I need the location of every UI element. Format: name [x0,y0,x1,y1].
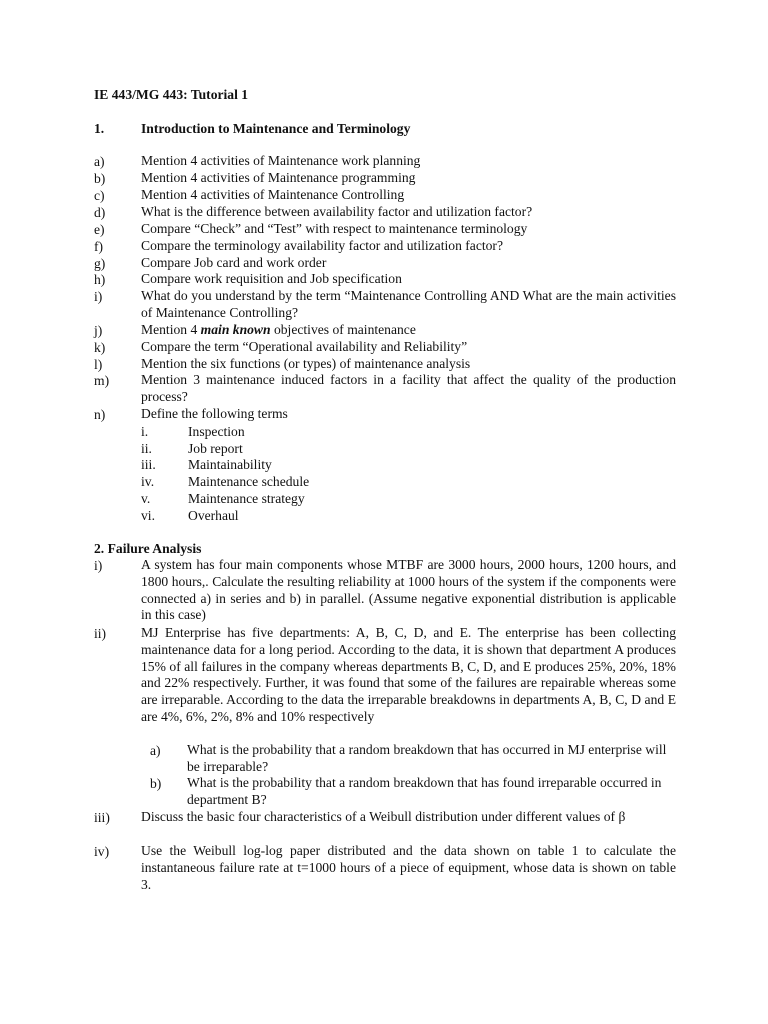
item-label: b) [94,171,106,186]
item-text: What is the difference between availability factor and utilization factor? [141,204,533,219]
item-label: iii) [94,810,110,825]
item-label: l) [94,357,103,372]
item-text: Define the following terms [141,406,288,421]
emphasis-text: main known [200,322,271,337]
item-text: Mention 4 activities of Maintenance work planning [141,153,421,168]
item-text-end: objectives of maintenance [270,322,416,337]
item-label: c) [94,188,105,203]
item-label: a) [94,154,105,169]
term-text: Job report [188,441,243,456]
item-text: MJ Enterprise has five departments: A, B, C, D, and E. The enterprise has been collecting maintenance data for a long period. According to the data, it is shown that department A produces 15% of all failures in the company whereas departments B, C, D, and E produces 25%, 20%, 18% and 22% respectively. Further, it was found that some of the failures are repairable whereas some are irreparable. According to the data the irreparable breakdowns in departments A, B, C, D and E are 4%, 6%, 2%, 8% and 10% respectively [141,625,676,724]
term-text: Overhaul [188,508,239,523]
section-2-heading: 2. Failure Analysis [94,541,202,556]
item-text: Compare the terminology availability factor and utilization factor? [141,238,503,253]
item-label: m) [94,373,110,388]
item-text: Compare work requisition and Job specification [141,271,402,286]
item-text: Compare Job card and work order [141,255,327,270]
term-label: iii. [141,457,156,472]
section-1-number: 1. [94,121,105,136]
item-text: Compare the term “Operational availability and Reliability” [141,339,468,354]
term-text: Inspection [188,424,245,439]
item-label: ii) [94,626,107,641]
item-label: j) [94,323,103,338]
item-text: Mention the six functions (or types) of maintenance analysis [141,356,471,371]
term-label: vi. [141,508,155,523]
item-label: g) [94,256,106,271]
term-label: ii. [141,441,152,456]
subquestion-text: What is the probability that a random breakdown that has found irreparable occurred in department B? [187,775,662,807]
item-text: Mention 4 activities of Maintenance programming [141,170,416,185]
item-text: What do you understand by the term “Maintenance Controlling AND What are the main activities of Maintenance Controlling? [141,288,676,320]
item-text: Mention 3 maintenance induced factors in a facility that affect the quality of the production process? [141,372,676,404]
item-text-start: Mention 4 [141,322,201,337]
term-label: i. [141,424,149,439]
subquestion-label: a) [150,743,161,758]
item-text: Use the Weibull log-log paper distributed and the data shown on table 1 to calculate the instantaneous failure rate at t=1000 hours of a piece of equipment, whose data is shown on table 3. [141,843,676,892]
term-text: Maintenance strategy [188,491,305,506]
term-label: iv. [141,474,155,489]
item-text: Mention 4 activities of Maintenance Controlling [141,187,405,202]
item-label: i) [94,558,103,573]
term-label: v. [141,491,151,506]
item-label: n) [94,407,106,422]
section-1-heading: Introduction to Maintenance and Terminology [141,121,411,136]
subquestion-label: b) [150,776,162,791]
item-label: e) [94,222,105,237]
term-text: Maintainability [188,457,272,472]
item-label: k) [94,340,106,355]
document-title: IE 443/MG 443: Tutorial 1 [94,87,249,102]
item-text [141,322,676,339]
subquestion-text: What is the probability that a random breakdown that has occurred in MJ enterprise will be irreparable? [187,742,667,774]
item-label: i) [94,289,103,304]
item-text: Discuss the basic four characteristics of a Weibull distribution under different values of β [141,809,626,824]
item-label: h) [94,272,106,287]
item-text: A system has four main components whose MTBF are 3000 hours, 2000 hours, 1200 hours, and 1800 hours,. Calculate the resulting reliability at 1000 hours of the system if the components were connected a) in series and b) in parallel. (Assume negative exponential distribution is applicable in this case) [141,557,676,623]
item-label: iv) [94,844,110,859]
term-text: Maintenance schedule [188,474,310,489]
item-label: d) [94,205,106,220]
item-text: Compare “Check” and “Test” with respect to maintenance terminology [141,221,528,236]
item-label: f) [94,239,104,254]
